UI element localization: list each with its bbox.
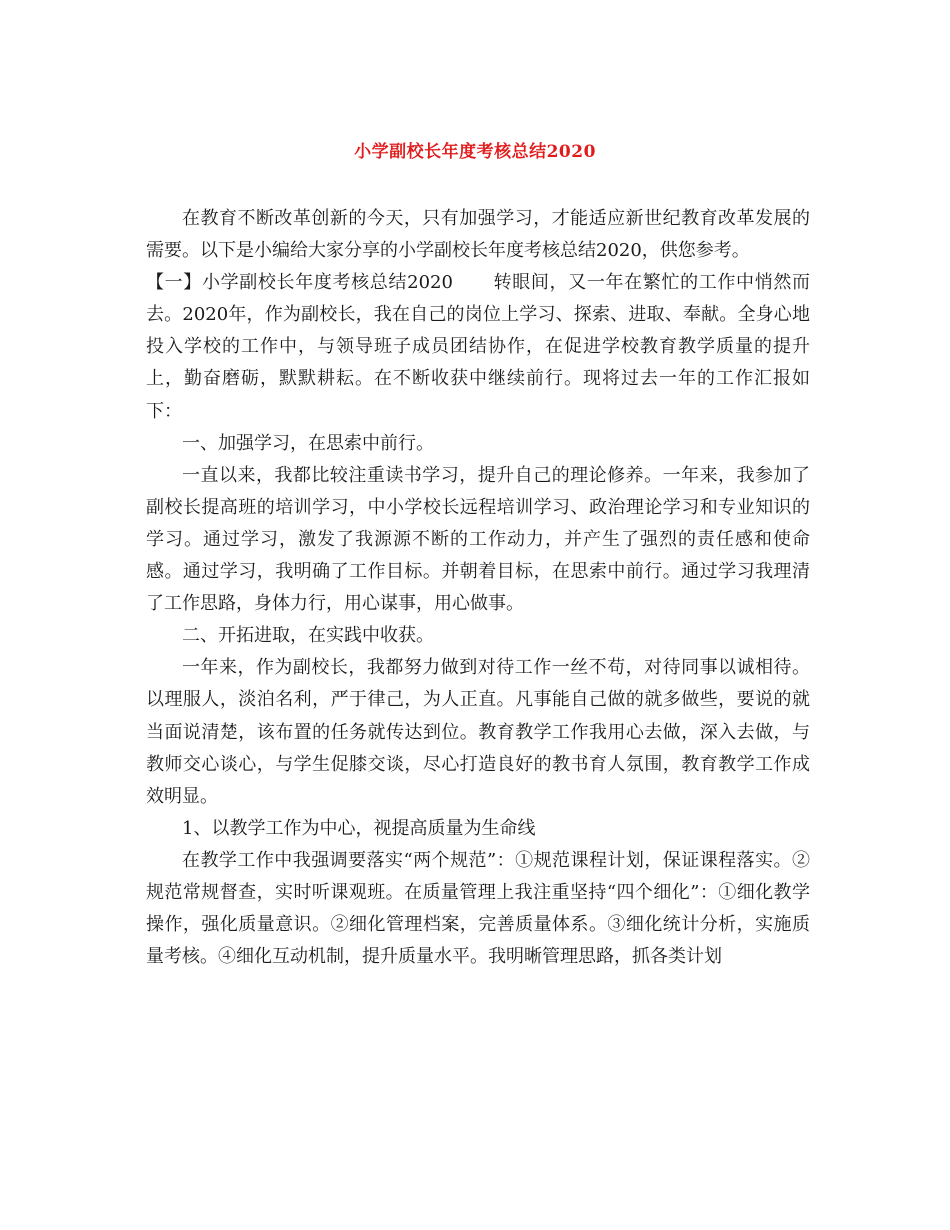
section-one-text: 转眼间，又一年在繁忙的工作中悄然而去。2020年，作为副校长，我在自己的岗位上学习、探索、进取、奉献。全身心地投入学校的工作中，与领导班子成员团结协作，在促进学校教育教学质量的提升上，勤奋磨砺，默默耕耘。在不断收获中继续前行。现将过去一年的工作汇报如下： — [146, 272, 811, 422]
document-body — [146, 203, 810, 973]
section-heading-practice: 二、开拓进取，在实践中收获。 — [182, 625, 434, 647]
section-one-paragraph — [146, 267, 810, 427]
section-one-heading: 【一】小学副校长年度考核总结2020 — [146, 272, 453, 294]
intro-paragraph: 在教育不断改革创新的今天，只有加强学习，才能适应新世纪教育改革发展的需要。以下是小编给大家分享的小学副校长年度考核总结2020，供您参考。 — [146, 208, 810, 262]
document-title: 小学副校长年度考核总结2020 — [354, 142, 596, 162]
teaching-paragraph: 在教学工作中我强调要落实“两个规范”：①规范课程计划，保证课程落实。②规范常规督查，实时听课观班。在质量管理上我注重坚持“四个细化”：①细化教学操作，强化质量意识。②细化管理档案，完善质量体系。③细化统计分析，实施质量考核。④细化互动机制，提升质量水平。我明晰管理思路，抓各类计划 — [146, 849, 810, 968]
subsection-heading-teaching: 1、以教学工作为中心，视提高质量为生命线 — [182, 817, 536, 839]
learning-paragraph: 一直以来，我都比较注重读书学习，提升自己的理论修养。一年来，我参加了副校长提高班的培训学习，中小学校长远程培训学习、政治理论学习和专业知识的学习。通过学习，激发了我源源不断的工作动力，并产生了强烈的责任感和使命感。通过学习，我明确了工作目标。并朝着目标，在思索中前行。通过学习我理清了工作思路，身体力行，用心谋事，用心做事。 — [146, 464, 810, 615]
practice-paragraph: 一年来，作为副校长，我都努力做到对待工作一丝不苟，对待同事以诚相待。以理服人，淡泊名利，严于律己，为人正直。凡事能自己做的就多做些，要说的就当面说清楚，该布置的任务就传达到位。教育教学工作我用心去做，深入去做，与教师交心谈心，与学生促膝交谈，尽心打造良好的教书育人氛围，教育教学工作成效明显。 — [146, 657, 810, 807]
section-heading-learning: 一、加强学习，在思索中前行。 — [182, 432, 434, 454]
